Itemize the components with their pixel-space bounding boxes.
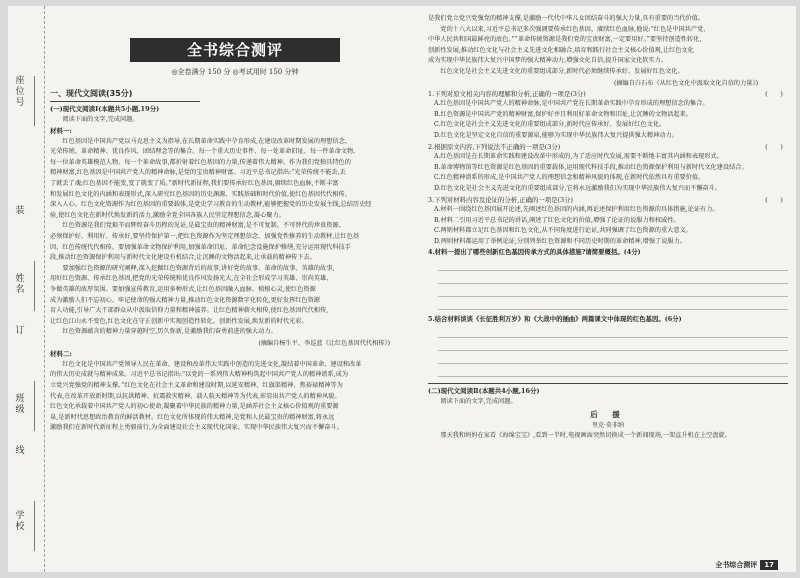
exam-sheet [8,6,796,572]
instruction: 阅读下面的文字,完成问题。 [440,397,517,405]
answer-line[interactable] [438,353,788,364]
text-line: 要加强红色资源的研究阐释,深入挖掘红色资源背后的故事,讲好党的故事、革命的故事、英雄的故事, [62,264,335,272]
answer-line[interactable] [438,286,788,297]
text-line: 验,使红色文化在新时代焕发新的活力,激励全党全国各族人民坚定理想信念,凝心聚力。 [50,211,285,219]
text-line: 红色基因是中国共产党以马克思主义为指导,在长期革命实践中孕育形成,在建设改革时期发展的理想信念、 [62,137,351,145]
text-line: 中华人民共和国最鲜亮的底色。”“革命传统资源是我们党的宝贵财富,一定要用好。”要坚持创造性转化、 [428,36,706,44]
text-line: 段,推动红色资源保护利用与新时代文化建设有机结合,让沉睡的文物活起来,让承载的精神传下去。 [50,254,316,262]
text-line: 必须保护好、利用好、传承好,要坚持保护第一,把红色资源作为坚定理想信念、加强党性修养的生动教材,让红色基 [50,232,360,240]
text-line: 红色资源是我们党艰辛而辉煌奋斗历程的见证,是最宝贵的精神财富,是不可复制、不可替代的珍贵资源。 [62,222,345,230]
option-d: D.两则材料都运用了举例论证,分别列举红色资源和不同历史时期的革命精神,增强了说服力。 [434,237,686,245]
question-4: 4.材料一提出了哪些创新红色基因传承方式的具体措施?请简要概括。(4分) [428,248,641,257]
seat-number-line [34,76,35,126]
material-two-text [50,360,420,434]
answer-line[interactable] [438,366,788,377]
option-b: B.红色资源是中国共产党的精神财富,保护好并且利用好革命文物和旧址,让沉睡的文物活起来。 [434,110,692,118]
text-line: 党的十八大以来,习近平总书记多次强调要传承红色基因、赓续红色血脉,他说:“红色是中国共产党、 [440,25,710,33]
seat-number-label: 座位号 [15,76,25,108]
text-line: 和发展红色文化的内涵和表现形式,深入研究红色基因的历史渊源、实践基础和时代价值,使红色基因代代相传、 [50,190,351,198]
left-column [50,38,420,568]
school-line [34,501,35,551]
text-line: 红色文化是社会主义先进文化的重要组成部分,新时代必须继续传承好、发展好红色文化。 [440,67,684,75]
answer-line[interactable] [438,340,788,351]
instruction: 阅读下面的文字,完成问题。 [62,116,139,123]
text-line: 用好红色资源、传承红色基因,把党的光荣传统和优良作风发扬光大,在全社会形成学习英雄、崇尚英雄、 [50,275,333,283]
question-3 [428,195,788,206]
material-title: 材料二: [50,349,72,358]
page-title: 全书综合测评 [130,38,340,62]
passage-author: 里克·莫非纳 [592,422,624,430]
text-line: 了就丢了魂;红色基因不能变,变了就变了质。”新时代新征程,我们要传承好红色基因,赓续红色血脉,不断丰富 [50,179,339,187]
subsection-heading: (二)现代文阅读Ⅱ(本题共4小题,16分) [428,383,788,397]
text-line: 立党兴党强党的精神支撑。”红色文化在社会主义革命和建设时期,以延安精神、红旗渠精神、焦裕禄精神等为 [50,382,343,390]
option-a: A.红色基因是中国共产党人的精神命脉,是中国共产党在长期革命实践中孕育形成的理想信念的集合。 [434,100,709,108]
school-label: 学校 [15,511,25,532]
answer-line[interactable] [438,273,788,284]
text-line: 因、红色传统代代相传。要加强革命文物保护利用,加强革命旧址、革命纪念设施保护修缮,充分运用现代科技手 [50,243,351,251]
class-line [34,381,35,431]
text-line: 创新性发展,推动红色文化与社会主义先进文化相融合,培育和践行社会主义核心价值观,让红色文化 [428,46,694,54]
material-title: 材料一: [50,126,72,135]
page-number: 17 [760,560,778,570]
text-line: 育人功能,引导广大干部群众从中汲取信仰力量和精神滋养。让红色精神薪火相传,使红色基因代代相传, [50,307,329,315]
text-line: 红色文化是中国共产党领导人民在革命、建设和改革伟大实践中创造的先进文化,凝结着中国革命、建设和改革 [62,360,362,368]
option-c: C.红色文化是社会主义先进文化的重要组成部分,新时代应传承好、发展好红色文化。 [434,121,666,129]
question-text: 3.下列对材料内容及论证的分析,正确的一项是(3分) [428,195,573,204]
option-c: C.红色精神谱系的形成,是中国共产党人的理想信念和精神风貌的体现,在新时代依然具有重要价值。 [434,174,705,182]
class-label: 班级 [15,394,25,415]
answer-blank[interactable]: ( ) [765,142,783,151]
option-b: B.材料二引用习近平总书记的讲话,阐述了红色文化的价值,增强了论证的说服力和权威性。 [434,216,680,224]
text-line: 让红色江山永不变色,红色文化在守正创新中实现创造性转化、创新性发展,焕发新的时代光彩。 [50,317,308,325]
material-source: (摘编自杨生平、李巡蓝《让红色基因代代相传》) [258,339,390,347]
text-line: 争做英雄的浓厚氛围。要加强宣传教育,运用多种形式,让红色基因融入血脉、植根心灵,使红色资源 [50,285,316,293]
text-line: 深入人心。红色文化资源作为红色基因的重要载体,是党史学习教育的生动教材,能够把握党的历史发展主线,总结历史经 [50,201,372,209]
page-footer [715,560,778,570]
text-line: 激励我们在新时代新征程上勇毅前行,为全面建设社会主义现代化国家、实现中华民族伟大复兴而不懈奋斗。 [50,424,343,432]
answer-blank[interactable]: ( ) [765,195,783,204]
option-d: D.红色文化是社会主义先进文化的重要组成部分,它将永远激励我们为实现中华民族伟大复兴而不懈奋斗。 [434,184,722,192]
exam-info: ◎全卷满分 150 分 ◎考试用时 150 分钟 [171,68,299,76]
answer-line[interactable] [438,260,788,271]
option-a: A.红色基因是在长期革命实践和建设改革中形成的,为了适应时代发展,需要不断地丰富其内涵和表现形式。 [434,153,723,161]
material-one-text [50,137,420,338]
name-line [34,261,35,311]
option-b: B.革命博物馆等红色资源是红色基因的重要载体,运用现代科技手段,推动红色资源保护利用与新时代文化建设结合。 [434,163,748,171]
bind-mark: 线 [15,446,25,456]
text-line: 泉,是新时代思想政治教育的鲜活教材。红色文化所体现的伟大精神,是党和人民最宝贵的精神财富,将永远 [50,413,335,421]
passage-title: 后 援 [590,410,626,420]
binding-margin [8,6,45,572]
option-d: D.红色文化是坚定文化自信的重要源泉,能够为实现中华民族伟大复兴提供强大精神动力。 [434,131,678,139]
text-line: 的伟大历史成就与精神成果。习近平总书记指出:“以党的一系列伟大精神构筑起中国共产党人的精神谱系,成为 [50,371,349,379]
text-line: 代表,在改革开放新时期,以抗洪精神、抗震救灾精神、载人航天精神等为代表,彰显出共产党人的精神风貌。 [50,392,341,400]
bind-mark: 订 [15,326,25,336]
material-source: (摘编自白石布《从红色文化中汲取文化自信的力量》) [613,79,758,87]
footer-label: 全书综合测评 [715,561,758,569]
bind-mark: 装 [15,206,25,216]
text-line: 是我们党立党兴党强党的精神支撑,是激励一代代中华儿女团结奋斗的强大力量,具有重要的当代价值。 [428,15,705,22]
name-label: 姓名 [15,274,25,295]
text-line: 每一位革命英雄模范人物、每一个革命故事,都折射着红色基因的力量,传递着伟大精神。作为我们党独具特色的 [50,158,351,166]
question-text: 1.下列对原文相关内容的理解和分析,正确的一项是(3分) [428,89,586,98]
question-5: 5.结合材料谈谈《长征胜利万岁》和《大战中的插曲》两篇课文中体现的红色基因。(6分) [428,315,682,324]
text-line: 精神财富,红色基因是中国共产党人的精神命脉,是党的宝贵精神财富。习近平总书记指出:“光荣传统不能丢,丢 [50,169,346,177]
text-line: 光荣传统、革命精神、优良作风、团结理念等的集合。每一个重大历史事件、每一处革命旧址、每一件革命文物、 [50,148,360,156]
question-2 [428,142,788,153]
question-1 [428,89,788,100]
right-column [428,14,788,566]
text-line: 红色资源蕴含的精神力量穿越时空,历久弥新,是激励我们奋勇前进的强大动力。 [62,328,277,336]
text-line: 成为激励人们不忘初心、牢记使命的强大精神力量,推动红色文化资源数字化转化,更好发挥红色资源 [50,296,320,304]
text-line: 红色文化承载着中国共产党人的初心使命,凝聚着中华民族的精神力量,是涵养社会主义核心价值观的重要源 [50,403,339,411]
answer-blank[interactable]: ( ) [765,89,783,98]
text-line: 成为实现中华民族伟大复兴中国梦的强大精神动力,增强文化自信,提升国家文化软实力。 [428,57,668,65]
question-text: 2.根据原文内容,下列说法不正确的一项是(3分) [428,142,561,151]
option-a: A.材料一围绕红色基因展开论述,先阐述红色基因的内涵,再论述保护利用红色资源的具体措施,论证有力。 [434,206,719,214]
subsection-heading: (一)现代文阅读Ⅰ(本题共5小题,19分) [50,105,160,113]
answer-line[interactable] [438,299,788,310]
option-c: C.两则材料都立足红色基因和红色文化,从不同角度进行论证,共同强调了红色资源的重大意义。 [434,227,692,235]
text-line: 那天我和妈妈在家看《海绵宝宝》,看到一半时,电视画面突然切换成一个新闻现场,一架直升机在上空盘旋。 [440,432,731,440]
material-two-continued [428,14,788,78]
section-heading: 一、现代文阅读(35分) [50,88,200,102]
answer-line[interactable] [438,327,788,338]
